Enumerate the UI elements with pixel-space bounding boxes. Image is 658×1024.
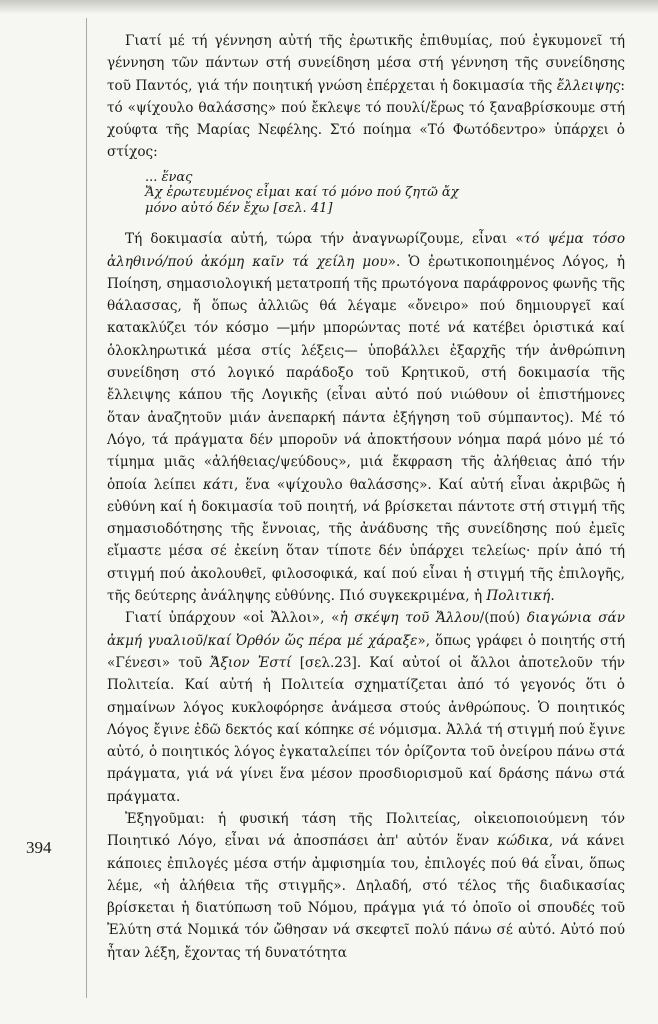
- italic-run: καί Ὀρθόν ὥς πέρα μέ χάραξε: [207, 632, 418, 649]
- paragraph: [107, 607, 625, 808]
- poem-line: μόνο αὐτό δέν ἔχω [σελ. 41]: [145, 200, 333, 216]
- text-run: /: [203, 632, 208, 649]
- text-run: , ἕνα «ψίχουλο θαλάσσης». Καί αὐτή εἶναι ἀκριβῶς ἡ εὐθύνη καί ἡ δοκιμασία τοῦ ποιητή, νά βρίσκεται πάντοτε στή στιγμή τῆς σημασιοδότησης τῆς ἔννοιας, τῆς ἀνάδυσης τῆς συνείδησης πού ἐμεῖς εἴμαστε μέσα σέ ἐκείνη ὅταν τίποτε δέν ὑπάρχει τελείως· πρίν ἀπό τή στιγμή πού ἀκολουθεῖ, φιλοσοφικά, καί πού εἶναι ἡ στιγμή τῆς ἐπιλογῆς, τῆς δεύτερης ἀνάληψης εὐθύνης. Πιό συγκεκριμένα, ἡ: [107, 476, 626, 605]
- italic-run: τό ψέμα τόσο ἀληθινό/πού ἀκόμη καῖν τά χείλη μου: [107, 231, 625, 270]
- text-run: ». Ὁ ἐρωτικοποιημένος Λόγος, ἡ Ποίηση, σημασιολογική μετατροπή τῆς πρωτόγονα παράφρονος φωνῆς τῆς θάλασσας, ἤ ὅπως ἀλλιῶς θά λέγαμε «ὄνειρο» πού δημιουργεῖ καί κατακλύζει τόν κόσμο —μήν μπορώντας ποτέ νά κατέβει ὁριστικά καί ὁλοκληρωτικά μέσα στίς λέξεις— ὑποβάλλει ἐξαρχῆς τήν ἀνθρώπινη συνείδηση στό λογικό παράδοξο τοῦ Κρητικοῦ, στή δοκιμασία τῆς ἔλλειψης κάπου τῆς Λογικῆς (εἶναι αὐτό πού νιώθουν οἱ ἐπιστήμονες ὅταν ἀναζητοῦν μιάν ἀνεπαρκή πάντα ἐξήγηση τοῦ σύμπαντος). Μέ τό Λόγο, τά πράγματα δέν μποροῦν νά ἀποκτήσουν νόημα παρά μόνο μέ τό τίμημα μιᾶς «ἀλήθειας/ψεύδους», μιά ἔκφραση τῆς ἀλήθειας ἀπό τήν ὁποία λείπει: [107, 253, 625, 493]
- italic-run: κώδικα: [497, 833, 549, 850]
- italic-run: ἔλλειψης: [556, 77, 621, 94]
- text-run: [σελ.23]. Καί αὐτοί οἱ ἄλλοι ἀποτελοῦν τήν Πολιτεία. Καί αὐτή ἡ Πολιτεία σχηματίζεται ἀπό τό γεγονός ὅτι ὁ σημαίνων λόγος κυκλοφόρησε ἀνάμεσα στούς ἀνθρώπους. Ὁ ποιητικός Λόγος ἔγινε ἐδῶ δεκτός καί κόπηκε σέ νόμισμα. Ἀλλά τή στιγμή πού ἔγινε αὐτό, ὁ ποιητικός λόγος ἐγκαταλείπει τόν ὁρίζοντα τοῦ ὀνείρου πάνω στά πράγματα, γιά νά γίνει ἕνα μέσον προσδιορισμοῦ καί δράσης πάνω στά πράγματα.: [107, 654, 625, 805]
- paragraph: [107, 808, 625, 964]
- text-column: [107, 30, 625, 964]
- italic-run: κάτι: [202, 476, 234, 493]
- italic-run: διαγώνια σάν ἀκμή γυαλιοῦ: [107, 610, 625, 649]
- italic-run: Ἄξιον Ἐστί: [210, 654, 292, 671]
- text-run: /(πού): [479, 610, 527, 627]
- scan-shadow-top: [0, 0, 658, 14]
- text-run: : τό «ψίχουλο θαλάσσης» πού ἔκλεψε τό πουλί/ἔρως τό ξαναβρίσκουμε στή χούφτα τῆς Μαρίας Νεφέλης. Στό ποίημα «Τό Φωτόδεντρο» ὑπάρχει ὁ στίχος:: [107, 77, 625, 161]
- italic-run: ἡ σκέψη τοῦ Ἄλλου: [339, 610, 480, 627]
- poem-line: Ἄχ ἐρωτευμένος εἶμαι καί τό μόνο πού ζητῶ ἄχ: [145, 185, 459, 201]
- text-run: Τή δοκιμασία αὐτή, τώρα τήν ἀναγνωρίζουμε, εἶναι «: [125, 231, 524, 248]
- text-run: Γιατί ὑπάρχουν «οἱ Ἄλλοι», «: [125, 610, 340, 627]
- italic-run: Πολιτική: [486, 588, 551, 605]
- poem-line: ... ἕνας: [145, 169, 193, 185]
- margin-rule: [86, 18, 87, 998]
- text-run: », ὅπως γράφει ὁ ποιητής στή «Γένεσι» τοῦ: [107, 632, 625, 671]
- text-run: Ἐξηγοῦμαι: ἡ φυσική τάση τῆς Πολιτείας, οἰκειοποιούμενη τόν Ποιητικό Λόγο, εἶναι νά ἀποσπάσει ἀπ' αὐτόν ἕναν: [107, 811, 625, 850]
- paragraph: [107, 228, 625, 607]
- paragraph: [107, 30, 625, 164]
- poem-quote: [145, 170, 625, 217]
- text-run: .: [550, 588, 555, 605]
- text-run: , νά κάνει κάποιες ἐπιλογές μέσα στήν ἀμφισημία του, ἐπιλογές πού θά εἶναι, ὅπως λέμε, «ἡ ἀλήθεια τῆς στιγμῆς». Δηλαδή, στό τέλος τῆς διαδικασίας βρίσκεται ἡ διατύπωση τοῦ Νόμου, πράγμα γιά τό ὁποῖο οἱ σπουδές τοῦ Ἐλύτη στά Νομικά τόν ὤθησαν νά σκεφτεῖ πολύ πάνω σέ αὐτό. Αὐτό πού ἦταν λέξη, ἔχοντας τή δυνατότητα: [107, 833, 625, 961]
- text-run: Γιατί μέ τή γέννηση αὐτή τῆς ἐρωτικῆς ἐπιθυμίας, πού ἐγκυμονεῖ τή γέννηση τῶν πάντων στή συνείδηση μέσα στή γέννηση τῆς συνείδησης τοῦ Παντός, γιά τήν ποιητική γνώση ἐπέρχεται ἡ δοκιμασία τῆς: [107, 33, 625, 94]
- page-number: 394: [26, 838, 52, 857]
